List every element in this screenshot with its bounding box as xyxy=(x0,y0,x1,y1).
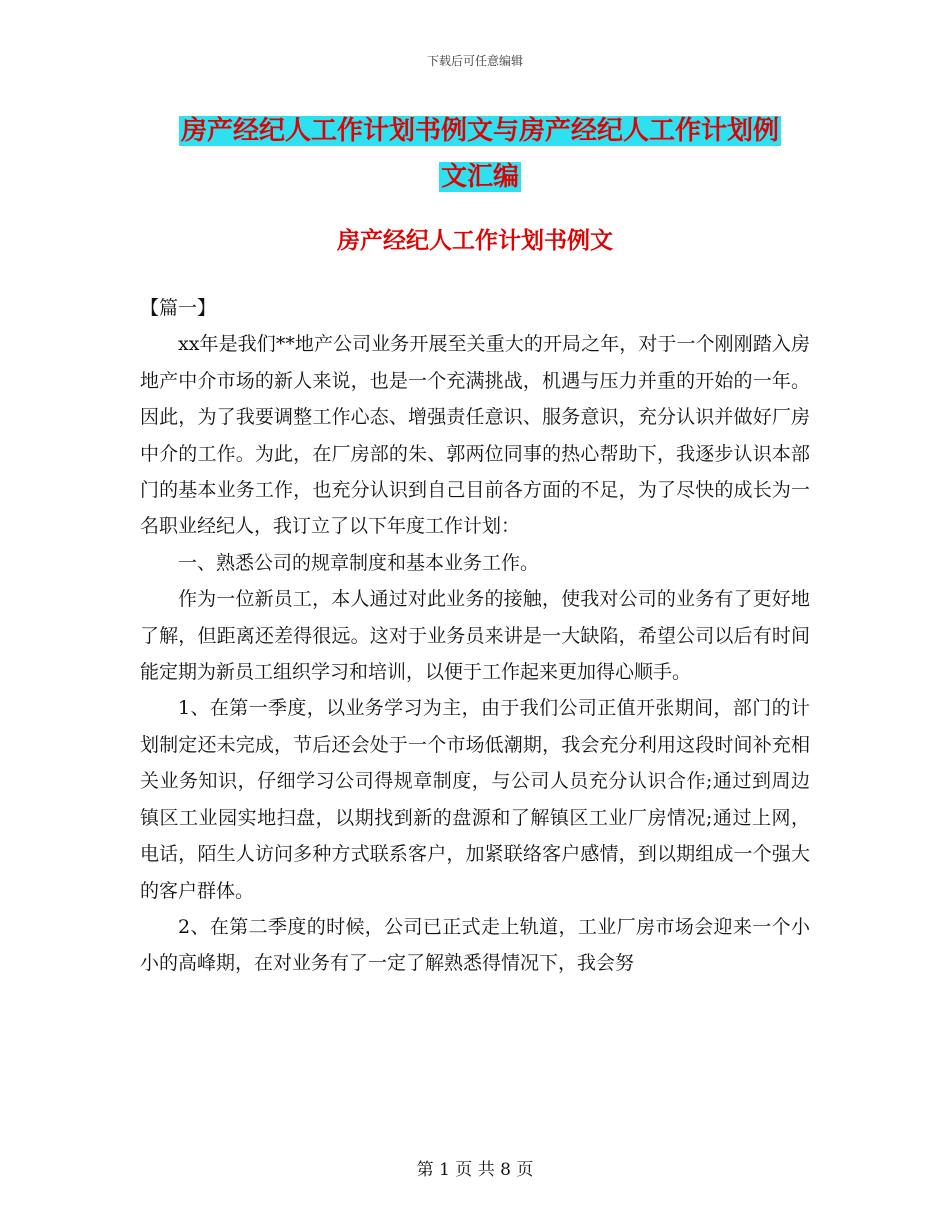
paragraph: xx年是我们**地产公司业务开展至关重大的开局之年，对于一个刚刚踏入房地产中介市场的新人来说，也是一个充满挑战，机遇与压力并重的开始的一年。因此，为了我要调整工作心态、增强责任意识、服务意识，充分认识并做好厂房中介的工作。为此，在厂房部的朱、郭两位同事的热心帮助下，我逐步认识本部门的基本业务工作，也充分认识到自己目前各方面的不足，为了尽快的成长为一名职业经纪人，我订立了以下年度工作计划： xyxy=(140,333,810,538)
document-body xyxy=(140,290,810,982)
section-label: 【篇一】 xyxy=(140,297,217,319)
page-footer: 第 1 页 共 8 页 xyxy=(416,1160,534,1180)
main-title-line2: 文汇编 xyxy=(440,162,519,192)
main-title xyxy=(140,108,820,200)
paragraph: 2、在第二季度的时候，公司已正式走上轨道，工业厂房市场会迎来一个小小的高峰期，在对业务有了一定了解熟悉得情况下，我会努 xyxy=(140,915,810,975)
main-title-line1: 房产经纪人工作计划书例文与房产经纪人工作计划例 xyxy=(180,116,779,146)
sub-title: 房产经纪人工作计划书例文 xyxy=(337,227,613,254)
paragraph: 作为一位新员工，本人通过对此业务的接触，使我对公司的业务有了更好地了解，但距离还差得很远。这对于业务员来讲是一大缺陷，希望公司以后有时间能定期为新员工组织学习和培训，以便于工作起来更加得心顺手。 xyxy=(140,588,810,684)
paragraph: 1、在第一季度，以业务学习为主，由于我们公司正值开张期间，部门的计划制定还未完成，节后还会处于一个市场低潮期，我会充分利用这段时间补充相关业务知识，仔细学习公司得规章制度，与公司人员充分认识合作;通过到周边镇区工业园实地扫盘，以期找到新的盘源和了解镇区工业厂房情况;通过上网，电话，陌生人访问多种方式联系客户，加紧联络客户感情，到以期组成一个强大的客户群体。 xyxy=(140,697,810,902)
header-note: 下载后可任意编辑 xyxy=(426,54,523,68)
paragraph: 一、熟悉公司的规章制度和基本业务工作。 xyxy=(178,551,540,574)
